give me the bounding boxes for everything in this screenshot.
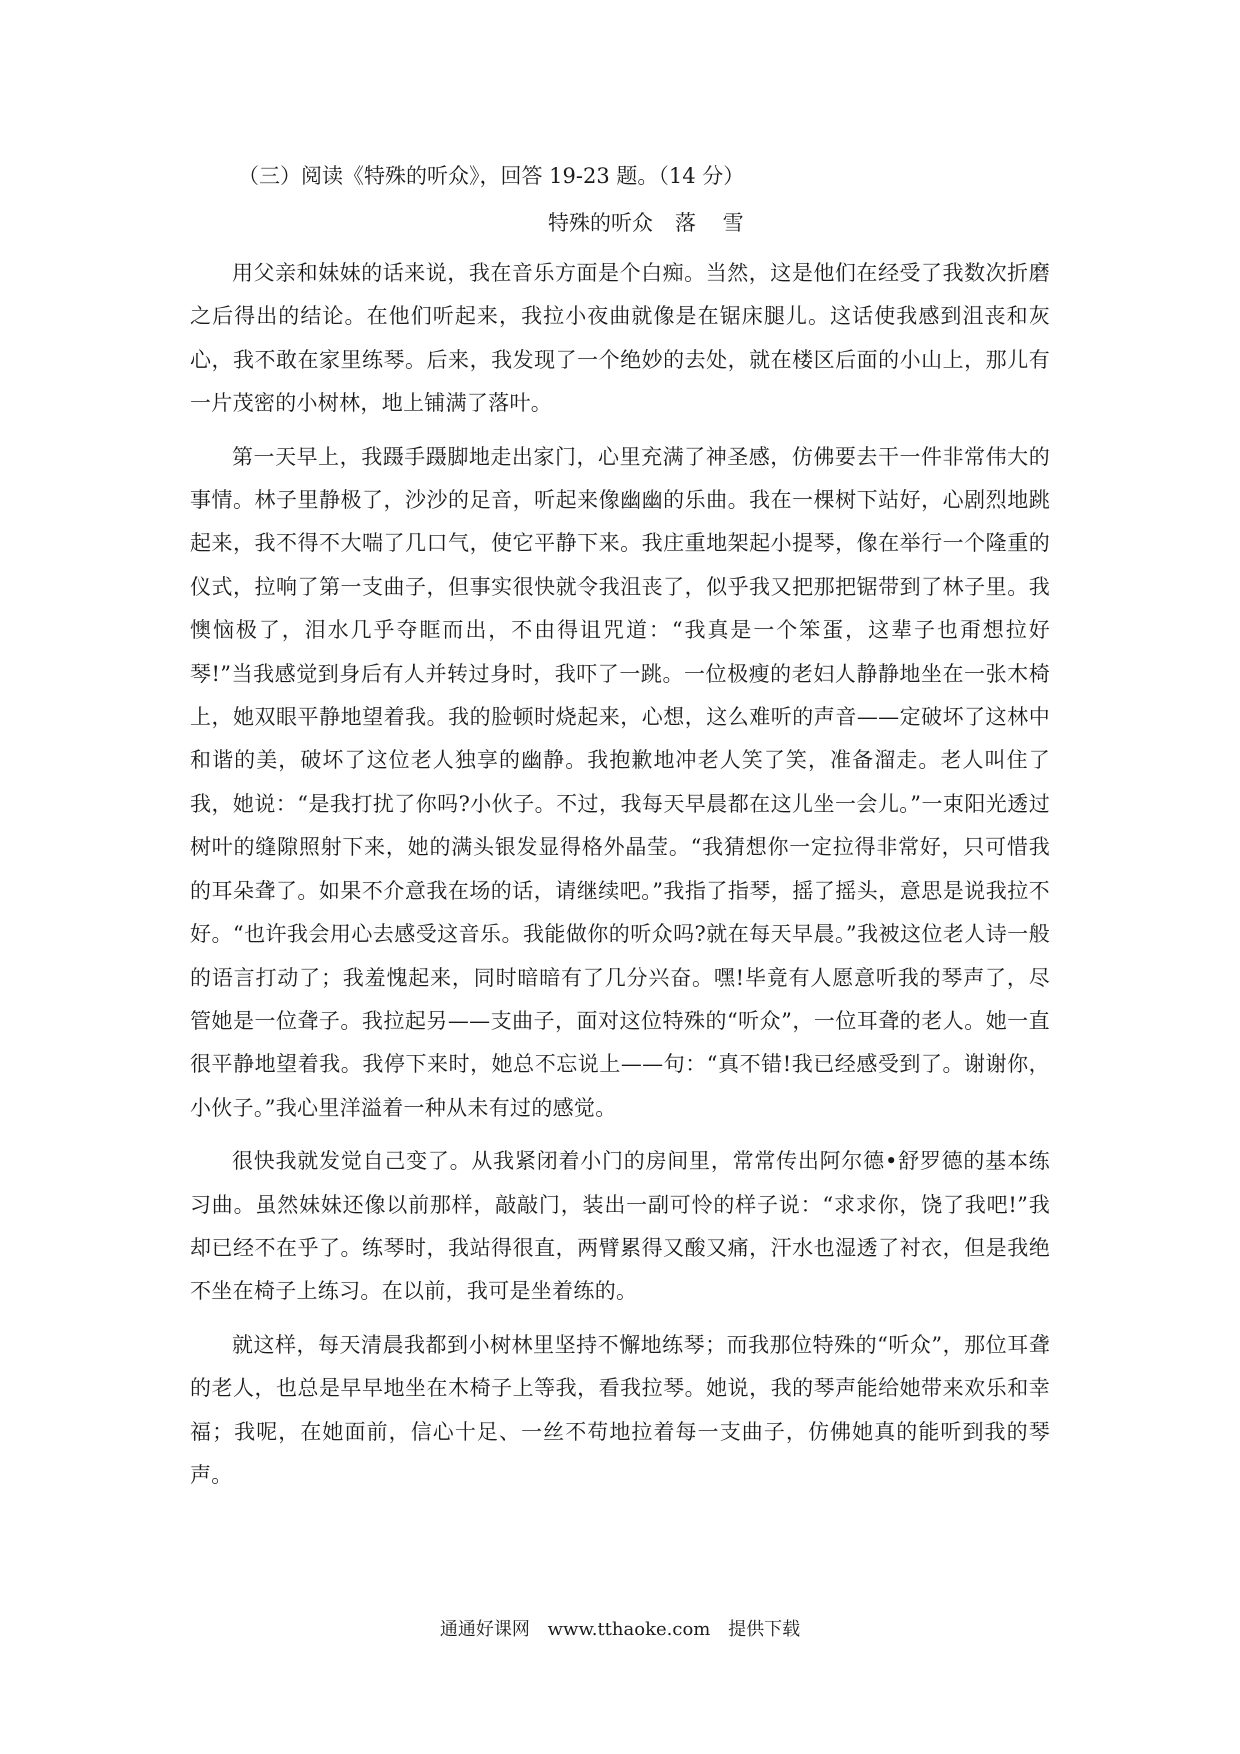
footer-site-name: 通通好课网 xyxy=(439,1619,530,1640)
article-author: 落 雪 xyxy=(675,211,754,235)
section-heading: （三）阅读《特殊的听众》，回答 19-23 题。（14 分） xyxy=(238,164,745,188)
article-body xyxy=(190,252,1050,1507)
article-title-line xyxy=(548,207,754,239)
page-footer xyxy=(0,1618,1240,1642)
article-paragraph: 第一天早上，我蹑手蹑脚地走出家门，心里充满了神圣感，仿佛要去干一件非常伟大的事情。林子里静极了，沙沙的足音，听起来像幽幽的乐曲。我在一棵树下站好，心剧烈地跳起来，我不得不大喘了几口气，使它平静下来。我庄重地架起小提琴，像在举行一个隆重的仪式，拉响了第一支曲子，但事实很快就令我沮丧了，似乎我又把那把锯带到了林子里。我懊恼极了，泪水几乎夺眶而出，不由得诅咒道：“我真是一个笨蛋，这辈子也甭想拉好琴!”当我感觉到身后有人并转过身时，我吓了一跳。一位极瘦的老妇人静静地坐在一张木椅上，她双眼平静地望着我。我的脸顿时烧起来，心想，这么难听的声音——定破坏了这林中和谐的美，破坏了这位老人独享的幽静。我抱歉地冲老人笑了笑，准备溜走。老人叫住了我，她说：“是我打扰了你吗?小伙子。不过，我每天早晨都在这儿坐一会儿。”一束阳光透过树叶的缝隙照射下来，她的满头银发显得格外晶莹。“我猜想你一定拉得非常好，只可惜我的耳朵聋了。如果不介意我在场的话，请继续吧。”我指了指琴，摇了摇头，意思是说我拉不好。“也许我会用心去感受这音乐。我能做你的听众吗?就在每天早晨。”我被这位老人诗一般的语言打动了；我羞愧起来，同时暗暗有了几分兴奋。嘿!毕竟有人愿意听我的琴声了，尽管她是一位聋子。我拉起另——支曲子，面对这位特殊的“听众”，一位耳聋的老人。她一直很平静地望着我。我停下来时，她总不忘说上——句：“真不错!我已经感受到了。谢谢你，小伙子。”我心里洋溢着一种从未有过的感觉。 xyxy=(190,444,1050,1120)
article-paragraph: 用父亲和妹妹的话来说，我在音乐方面是个白痴。当然，这是他们在经受了我数次折磨之后得出的结论。在他们听起来，我拉小夜曲就像是在锯床腿儿。这话使我感到沮丧和灰心，我不敢在家里练琴。后来，我发现了一个绝妙的去处，就在楼区后面的小山上，那儿有一片茂密的小树林，地上铺满了落叶。 xyxy=(190,261,1050,416)
footer-url: www.tthaoke.com xyxy=(547,1619,711,1640)
footer-note: 提供下载 xyxy=(728,1619,801,1640)
article-title: 特殊的听众 xyxy=(548,211,653,235)
article-paragraph: 就这样，每天清晨我都到小树林里坚持不懈地练琴；而我那位特殊的“听众”，那位耳聋的老人，也总是早早地坐在木椅子上等我，看我拉琴。她说，我的琴声能给她带来欢乐和幸福；我呢，在她面前，信心十足、一丝不苟地拉着每一支曲子，仿佛她真的能听到我的琴声。 xyxy=(190,1332,1050,1487)
article-paragraph: 很快我就发觉自己变了。从我紧闭着小门的房间里，常常传出阿尔德•舒罗德的基本练习曲。虽然妹妹还像以前那样，敲敲门，装出一副可怜的样子说：“求求你，饶了我吧!”我却已经不在乎了。练琴时，我站得很直，两臂累得又酸又痛，汗水也湿透了衬衣，但是我绝不坐在椅子上练习。在以前，我可是坐着练的。 xyxy=(190,1149,1050,1304)
